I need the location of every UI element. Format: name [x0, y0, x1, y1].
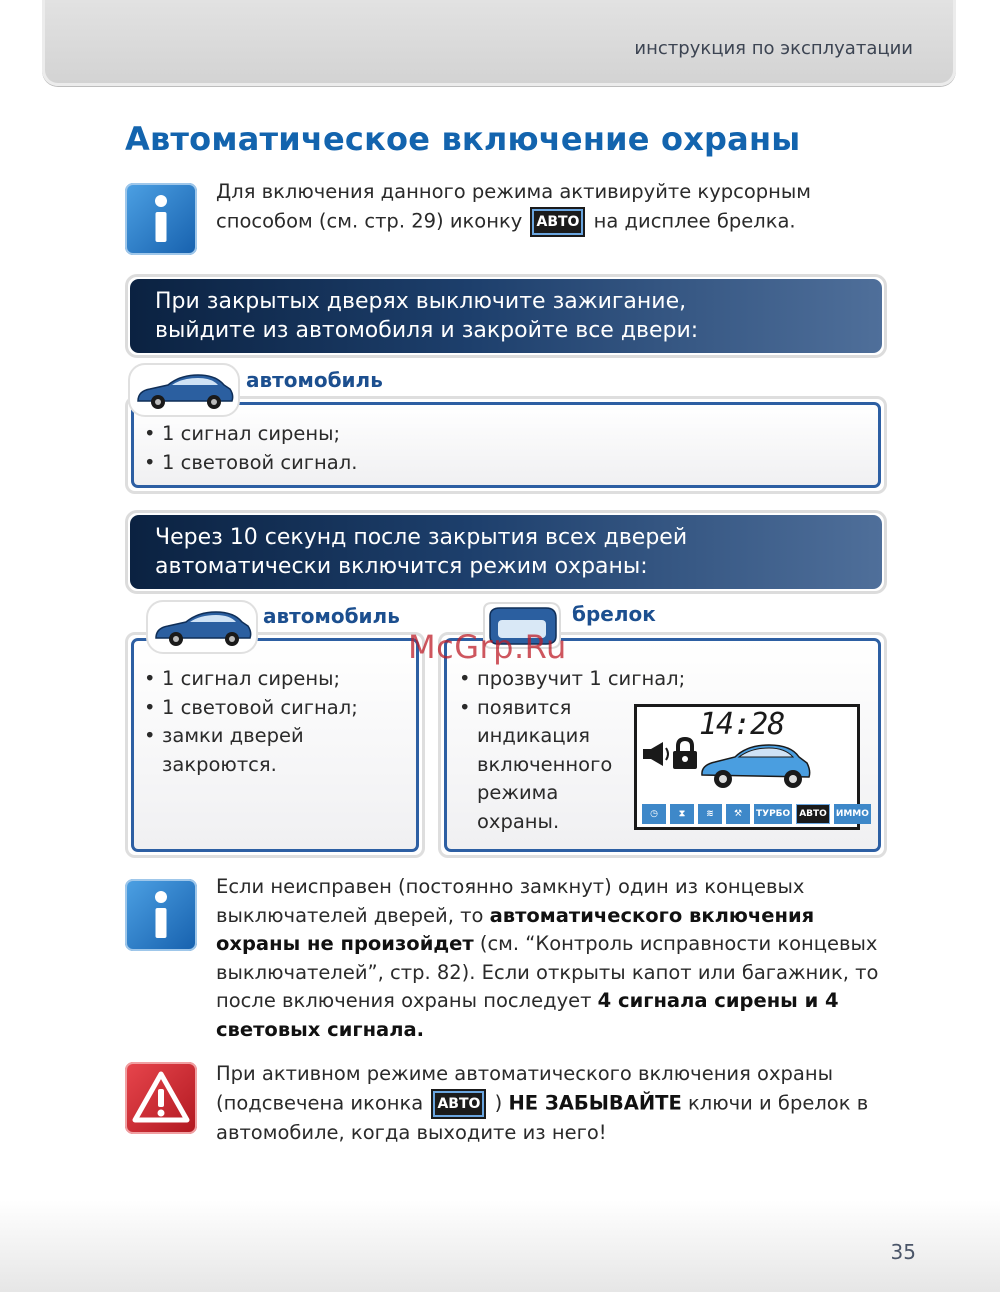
lcd-time: 14:28 [699, 707, 785, 742]
heater-icon: ≋ [698, 804, 722, 824]
clock-icon: ◷ [642, 804, 666, 824]
list-item: • прозвучит 1 сигнал; [455, 665, 737, 694]
car-icon [128, 363, 240, 417]
page-number: 35 [890, 1240, 916, 1264]
info1-line-2 [216, 207, 811, 237]
warning-bold: НЕ ЗАБЫВАЙТЕ [508, 1091, 682, 1114]
section2-fob-label: брелок [572, 602, 656, 626]
warning-text: (подсвечена иконка [216, 1091, 424, 1114]
info2-bold: световых сигнала. [216, 1017, 425, 1041]
list-item: • 1 световой сигнал; [140, 694, 410, 723]
list-item: • замки дверей закроются. [140, 722, 352, 779]
car-icon [146, 600, 258, 654]
info2-text: (см. “Контроль исправности концевых [473, 932, 878, 955]
car-icon [699, 737, 813, 793]
warning-text: ) [494, 1091, 509, 1114]
watermark: McGrp.Ru [408, 628, 567, 666]
info2-line: выключателей”, стр. 82). Если открыты капот или багажник, то [216, 960, 879, 984]
info1-line-1: Для включения данного режима активируйте курсорным [216, 180, 812, 203]
instruction-banner-1 [125, 274, 887, 358]
warning-text: ключи и брелок в [681, 1091, 869, 1114]
info1-text-c: на дисплее брелка. [593, 209, 796, 232]
section2-car-list [140, 665, 410, 779]
section1-list [140, 420, 357, 477]
section1-label: автомобиль [246, 368, 383, 392]
lcd-icon-row [642, 804, 871, 824]
list-item: • 1 сигнал сирены; [140, 420, 357, 449]
info2-line [216, 987, 878, 1016]
wrench-icon: ⚒ [726, 804, 750, 824]
info2-line [216, 1016, 878, 1045]
info2-bold: 4 сигнала сирены и 4 [597, 989, 839, 1012]
avto-icon: АВТО [530, 207, 585, 237]
info2-text: после включения охраны последует [216, 989, 598, 1012]
list-item: • 1 сигнал сирены; [140, 665, 410, 694]
info2-bold: автоматического включения [489, 903, 815, 927]
info-paragraph-2 [216, 873, 878, 1044]
banner1-line-1: При закрытых дверях выключите зажигание, [155, 289, 687, 314]
info-icon [125, 183, 197, 255]
siren-icon [641, 739, 671, 769]
footer-band [0, 1200, 1000, 1292]
section2-car-label: автомобиль [263, 604, 400, 628]
section2-fob-list [455, 665, 686, 836]
turbo-icon: ТУРБО [754, 804, 792, 824]
list-item: • 1 световой сигнал. [140, 449, 357, 478]
info2-line: Если неисправен (постоянно замкнут) один из концевых [216, 875, 805, 898]
info2-line [216, 902, 878, 931]
info2-bold: охраны не произойдет [216, 932, 474, 955]
warning-paragraph [216, 1060, 868, 1147]
lock-icon [671, 737, 699, 771]
banner1-line-2: выйдите из автомобиля и закройте все двери: [155, 318, 699, 343]
list-item: • появится индикация включенного режима охраны. [455, 694, 625, 837]
banner2-line-1: Через 10 секунд после закрытия всех дверей [155, 525, 688, 550]
warning-line: автомобиле, когда выходите из него! [216, 1120, 607, 1144]
fob-lcd-display [634, 704, 869, 830]
info-paragraph-1 [216, 178, 811, 237]
avto-icon: АВТО [796, 804, 830, 824]
hourglass-icon: ⧗ [670, 804, 694, 824]
warning-icon [125, 1062, 197, 1134]
info2-line [216, 930, 878, 959]
info2-text: выключателей дверей, то [216, 903, 490, 927]
warning-line: При активном режиме автоматического включения охраны [216, 1062, 833, 1085]
warning-line [216, 1089, 868, 1119]
instruction-banner-2 [125, 510, 887, 594]
info-icon [125, 879, 197, 951]
header-bar [42, 0, 956, 86]
banner2-line-2: автоматически включится режим охраны: [155, 554, 648, 579]
page-title: Автоматическое включение охраны [125, 120, 801, 158]
immo-icon: ИММО [834, 804, 871, 824]
avto-icon: АВТО [431, 1089, 486, 1119]
info1-text-b: способом (см. стр. 29) иконку [216, 209, 523, 232]
header-section-title: инструкция по эксплуатации [634, 38, 913, 59]
